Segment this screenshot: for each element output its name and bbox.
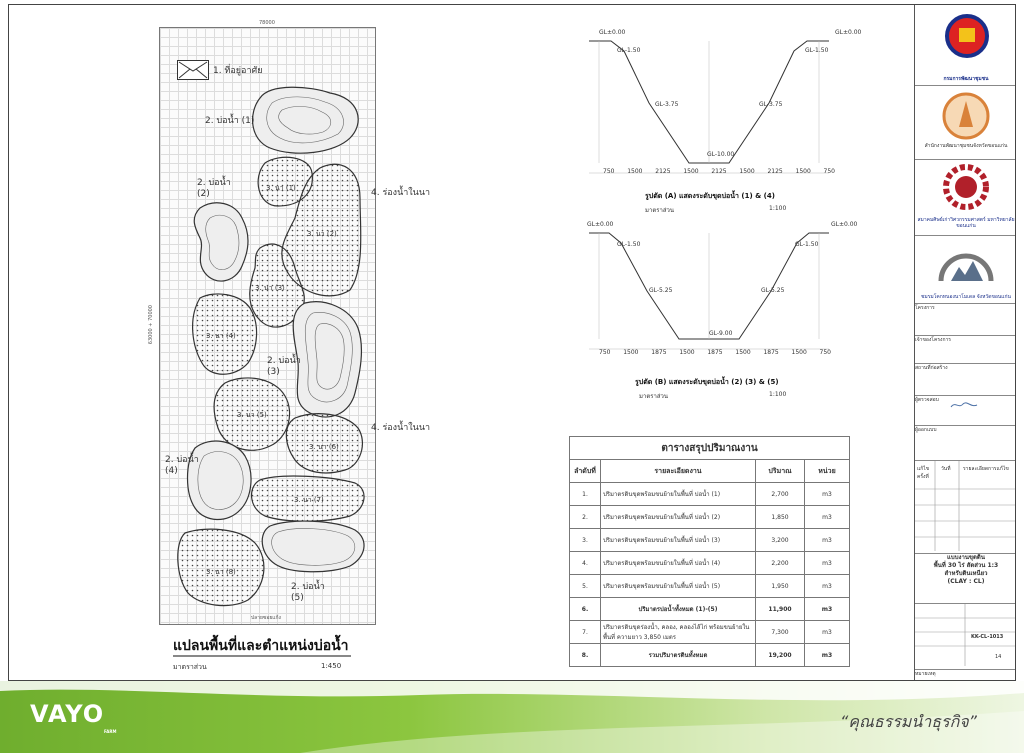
title-block: [914, 5, 1016, 681]
row-qty: 3,200: [756, 529, 805, 552]
network-logo-icon: [937, 243, 995, 285]
row-unit: m3: [805, 529, 850, 552]
section-a-level-4: GL-1.50: [805, 47, 829, 54]
section-b-level-7: GL-9.00: [709, 330, 733, 337]
org-1: กรมการพัฒนาชุมชน: [943, 76, 989, 82]
table-header: ลำดับที่: [570, 460, 601, 483]
row-no: 4.: [570, 552, 601, 575]
section-a-scale-value: 1:100: [769, 205, 787, 212]
row-unit: m3: [805, 575, 850, 598]
section-b-level-6: GL-5.25: [761, 287, 785, 294]
org-4: ชมรมโคกหนองนาโมเดล จังหวัดขอนแก่น: [921, 294, 1011, 300]
section-a-dim: 2125: [767, 168, 783, 175]
signature: [949, 400, 979, 410]
section-a-dim: 2125: [711, 168, 727, 175]
org-3: สมาคมศิษย์เก่าวิศวกรรมศาสตร์ มหาวิทยาลัยขอนแก่น: [917, 217, 1015, 229]
section-a-dims: [603, 168, 835, 175]
field-4-label: 3. นา (4): [206, 332, 236, 340]
drawing-title-line: สำหรับดินเหนียว: [944, 570, 988, 577]
section-b-scale-value: 1:100: [769, 391, 787, 398]
row-desc: ปริมาตรดินขุดพร้อมขนย้ายในพื้นที่ บ่อน้ำ (5): [601, 575, 756, 598]
field-owner: [915, 335, 1016, 360]
field-label: ผู้ตรวจสอบ: [915, 397, 939, 403]
table-caption: ตารางสรุปปริมาณงาน: [570, 437, 850, 460]
row-qty: 2,200: [756, 552, 805, 575]
row-desc: ปริมาตรดินขุดพร้อมขนย้ายในพื้นที่ บ่อน้ำ (4): [601, 552, 756, 575]
pond-3-label: 2. บ่อน้ำ (3): [267, 356, 301, 377]
drawing-title-line: (CLAY : CL): [947, 578, 985, 585]
table-row: [570, 483, 850, 506]
section-a-caption: รูปตัด (A) แสดงระดับขุดบ่อน้ำ (1) & (4): [645, 192, 775, 200]
brand-logo: VAYO: [30, 700, 105, 728]
section-a-level-1: GL±0.00: [599, 29, 626, 36]
section-b-caption: รูปตัด (B) แสดงระดับขุดบ่อน้ำ (2) (3) & (5): [635, 378, 779, 386]
remark-field: [915, 669, 1016, 681]
row-unit: m3: [805, 621, 850, 644]
section-a-dim: 1500: [683, 168, 699, 175]
section-a-level-7: GL-10.00: [707, 151, 735, 158]
table-header: ปริมาณ: [756, 460, 805, 483]
sheet-info: [915, 603, 1016, 666]
table-header: หน่วย: [805, 460, 850, 483]
field-6-label: 3. นา (6): [309, 443, 339, 451]
row-qty: 19,200: [756, 644, 805, 667]
field-8-label: 3. นา (8): [206, 568, 236, 576]
legend-label: 1. ที่อยู่อาศัย: [213, 66, 263, 76]
field-label: โครงการ: [915, 305, 935, 311]
row-desc: ปริมาตรดินขุดพร้อมขนย้ายในพื้นที่ บ่อน้ำ (1): [601, 483, 756, 506]
row-no: 8.: [570, 644, 601, 667]
section-a-level-6: GL-3.75: [759, 101, 783, 108]
field-site: [915, 363, 1016, 388]
row-no: 7.: [570, 621, 601, 644]
field-5-label: 3. นา (5): [237, 411, 267, 419]
channel-label-2: 4. ร่องน้ำในนา: [371, 423, 431, 433]
section-b-dim: 1500: [679, 349, 695, 356]
row-no: 1.: [570, 483, 601, 506]
revision-table: [915, 460, 1016, 551]
section-b-level-1: GL±0.00: [587, 221, 614, 228]
drawing-title-line: แบบงานขุดดิน: [947, 554, 985, 561]
section-a-level-2: GL±0.00: [835, 29, 862, 36]
plan-shapes: [160, 28, 375, 624]
section-b-scale-label: มาตราส่วน: [639, 393, 668, 400]
plan-bottom-dim: ปลายซอยแก้ง: [251, 615, 281, 621]
table-row: [570, 506, 850, 529]
table-row-grand-total: [570, 644, 850, 667]
table-row-total-ponds: [570, 598, 850, 621]
field-project: [915, 303, 1016, 328]
field-label: ผู้ออกแบบ: [915, 427, 937, 433]
drawing-title-box: [915, 553, 1016, 600]
row-desc: ปริมาตรดินขุดพร้อมขนย้ายในพื้นที่ บ่อน้ำ (3): [601, 529, 756, 552]
row-no: 6.: [570, 598, 601, 621]
section-b-level-4: GL-1.50: [795, 241, 819, 248]
section-a-level-3: GL-1.50: [617, 47, 641, 54]
row-qty: 1,950: [756, 575, 805, 598]
table-row: [570, 529, 850, 552]
field-designer: [915, 425, 1016, 456]
province-seal-icon: [941, 91, 991, 141]
table-row: [570, 552, 850, 575]
quantity-table: [569, 436, 850, 667]
section-b-dim: 1500: [791, 349, 807, 356]
row-unit: m3: [805, 506, 850, 529]
plan-title: แปลนพื้นที่และตำแหน่งบ่อน้ำ: [173, 638, 349, 654]
row-qty: 11,900: [756, 598, 805, 621]
section-b-dim: 1875: [763, 349, 779, 356]
plan-scale-label: มาตราส่วน: [173, 663, 207, 671]
row-qty: 1,850: [756, 506, 805, 529]
section-a-dim: 1500: [795, 168, 811, 175]
drawing-sheet: [8, 4, 1016, 681]
divider: [915, 159, 1016, 160]
field-2-label: 3. นา (2): [307, 230, 337, 238]
plan-top-dim-1: 78000: [259, 20, 275, 26]
row-desc: ปริมาตรดินขุดร่องน้ำ, คลอง, คลองไส้ไก่ พร้อมขนย้ายในพื้นที่ ความยาว 3,850 เมตร: [601, 621, 756, 644]
sheet-code: KK-CL-1013: [971, 634, 1004, 640]
section-b-dim: 1875: [707, 349, 723, 356]
pond-2: [194, 203, 248, 281]
section-b-dim: 750: [599, 349, 611, 356]
section-b-dim: 750: [819, 349, 831, 356]
site-plan: [159, 27, 376, 625]
section-b-dim: 1500: [735, 349, 751, 356]
section-b-level-2: GL±0.00: [831, 221, 858, 228]
divider: [915, 235, 1016, 236]
section-a-scale-label: มาตราส่วน: [645, 207, 674, 214]
field-checker: [915, 395, 1016, 420]
plan-title-underline: [173, 655, 353, 658]
brand-slogan: “คุณธรรมนำธุรกิจ”: [840, 712, 977, 731]
section-a-dim: 1500: [739, 168, 755, 175]
divider: [915, 85, 1016, 86]
section-b-level-5: GL-5.25: [649, 287, 673, 294]
gear-logo-icon: [941, 163, 991, 211]
section-a-dim: 750: [823, 168, 835, 175]
section-b-dims: [599, 349, 831, 356]
row-qty: 7,300: [756, 621, 805, 644]
table-row: [570, 575, 850, 598]
revision-grid: [915, 461, 1016, 551]
table-row: [570, 621, 850, 644]
row-desc: ปริมาตรดินขุดพร้อมขนย้ายในพื้นที่ บ่อน้ำ (2): [601, 506, 756, 529]
row-desc: ปริมาตรบ่อน้ำทั้งหมด (1)-(5): [601, 598, 756, 621]
section-a-dim: 1500: [627, 168, 643, 175]
field-label: เจ้าของโครงการ: [915, 337, 951, 343]
row-qty: 2,700: [756, 483, 805, 506]
row-desc: รวมปริมาตรดินทั้งหมด: [601, 644, 756, 667]
row-no: 5.: [570, 575, 601, 598]
dept-logo-icon: [937, 13, 997, 59]
row-unit: m3: [805, 598, 850, 621]
pond-5-label: 2. บ่อน้ำ (5): [291, 582, 325, 603]
field-label: แก้ไขครั้งที่: [917, 466, 930, 480]
section-a-dim: 2125: [655, 168, 671, 175]
section-b-dim: 1500: [623, 349, 639, 356]
field-7-label: 3. นา (7): [294, 496, 324, 504]
row-unit: m3: [805, 644, 850, 667]
field-1-label: 3. นา (1): [266, 184, 296, 192]
section-b-dim: 1875: [651, 349, 667, 356]
row-unit: m3: [805, 552, 850, 575]
field-label: วันที่: [941, 466, 951, 472]
section-a-level-5: GL-3.75: [655, 101, 679, 108]
sheet-number: 14: [995, 654, 1002, 660]
pond-4-label: 2. บ่อน้ำ (4): [165, 455, 199, 476]
field-label: รายละเอียดการแก้ไข: [963, 466, 1009, 472]
legend-box: [177, 60, 209, 80]
row-no: 2.: [570, 506, 601, 529]
plan-side-dim: 63000 + 70000: [148, 305, 154, 345]
pond-2-label: 2. บ่อน้ำ (2): [197, 178, 231, 199]
section-a-dim: 750: [603, 168, 615, 175]
org-2: สำนักงานพัฒนาชุมชนจังหวัดขอนแก่น: [924, 143, 1008, 149]
plan-scale-value: 1:450: [321, 662, 342, 670]
field-label: สถานที่ก่อสร้าง: [915, 365, 948, 371]
field-3-label: 3. นา (3): [255, 284, 285, 292]
pond-1-label: 2. บ่อน้ำ (1): [205, 116, 255, 126]
field-label: หมายเหตุ: [915, 671, 936, 677]
row-unit: m3: [805, 483, 850, 506]
envelope-icon: [178, 61, 208, 79]
row-no: 3.: [570, 529, 601, 552]
channel-label-1: 4. ร่องน้ำในนา: [371, 188, 431, 198]
brand-logo-sub: FARM: [104, 729, 117, 734]
section-b-level-3: GL-1.50: [617, 241, 641, 248]
table-header: รายละเอียดงาน: [601, 460, 756, 483]
drawing-title-line: พื้นที่ 30 ไร่ สัดส่วน 1:3: [933, 562, 999, 569]
